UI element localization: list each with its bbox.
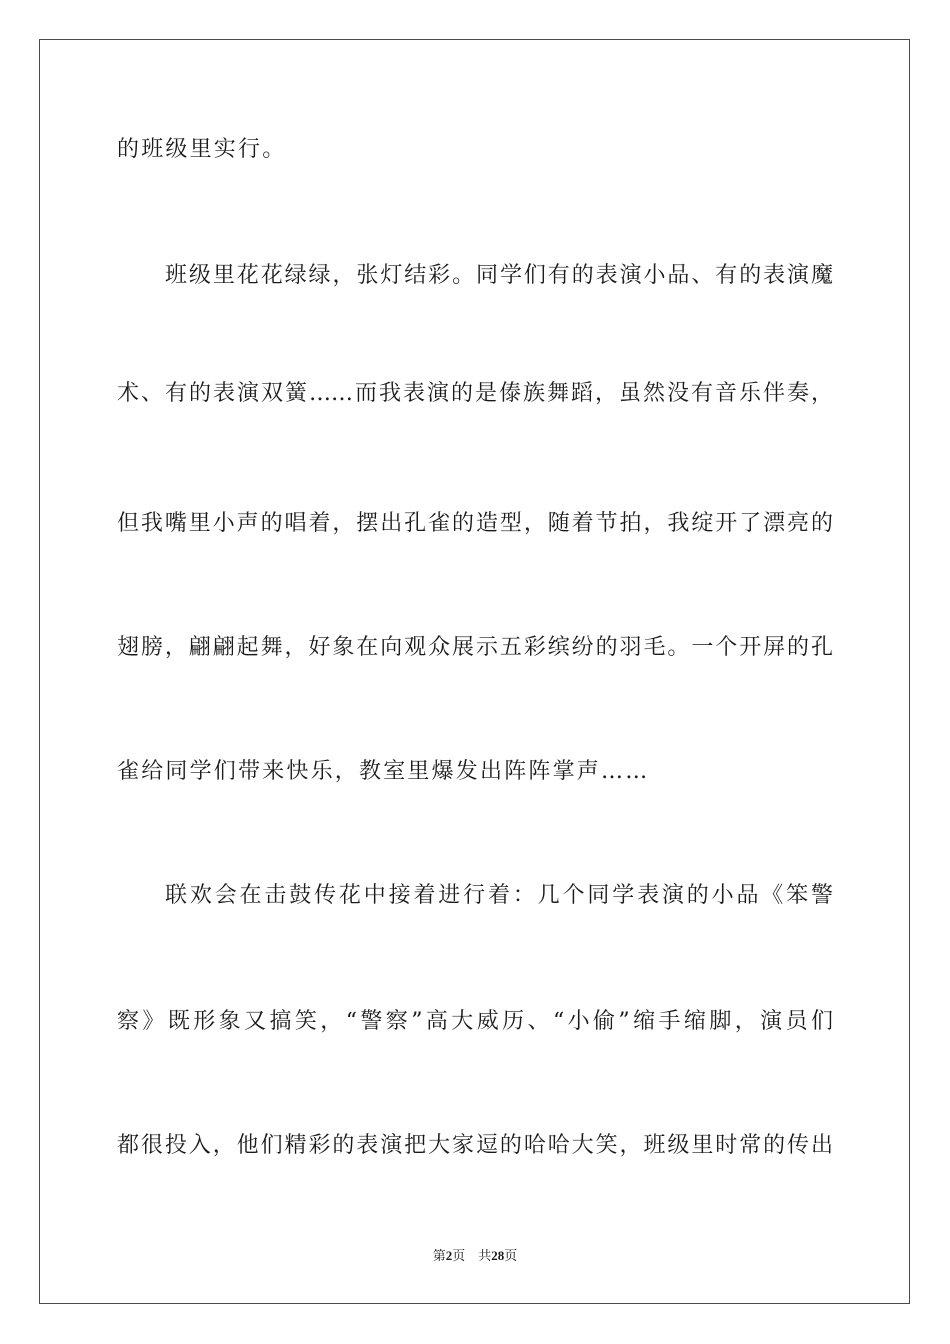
paragraph-line: 班级里花花绿绿，张灯结彩。同学们有的表演小品、有的表演魔 bbox=[165, 263, 833, 288]
paragraph-line: 的班级里实行。 bbox=[117, 137, 287, 162]
page-number: 2 bbox=[445, 1248, 453, 1263]
paragraph-line: 联欢会在击鼓传花中接着进行着：几个同学表演的小品《笨警 bbox=[165, 883, 833, 908]
paragraph-line: 但我嘴里小声的唱着，摆出孔雀的造型，随着节拍，我绽开了漂亮的 bbox=[117, 511, 833, 536]
page-footer bbox=[0, 1247, 950, 1265]
page-label-prefix: 第 bbox=[432, 1248, 446, 1263]
page-label-suffix: 页 bbox=[452, 1248, 466, 1263]
page-border bbox=[39, 39, 910, 1304]
total-pages: 28 bbox=[491, 1248, 505, 1263]
paragraph-line: 雀给同学们带来快乐，教室里爆发出阵阵掌声…… bbox=[117, 759, 650, 784]
paragraph-line: 翅膀，翩翩起舞，好象在向观众展示五彩缤纷的羽毛。一个开屏的孔 bbox=[117, 635, 833, 660]
paragraph-line: 术、有的表演双簧……而我表演的是傣族舞蹈，虽然没有音乐伴奏， bbox=[117, 381, 833, 406]
total-label-prefix: 共 bbox=[478, 1248, 492, 1263]
total-label-suffix: 页 bbox=[504, 1248, 518, 1263]
paragraph-line: 都很投入，他们精彩的表演把大家逗的哈哈大笑，班级里时常的传出 bbox=[117, 1133, 833, 1158]
paragraph-line: 察》既形象又搞笑，“警察”高大威历、“小偷”缩手缩脚，演员们 bbox=[117, 1009, 833, 1034]
